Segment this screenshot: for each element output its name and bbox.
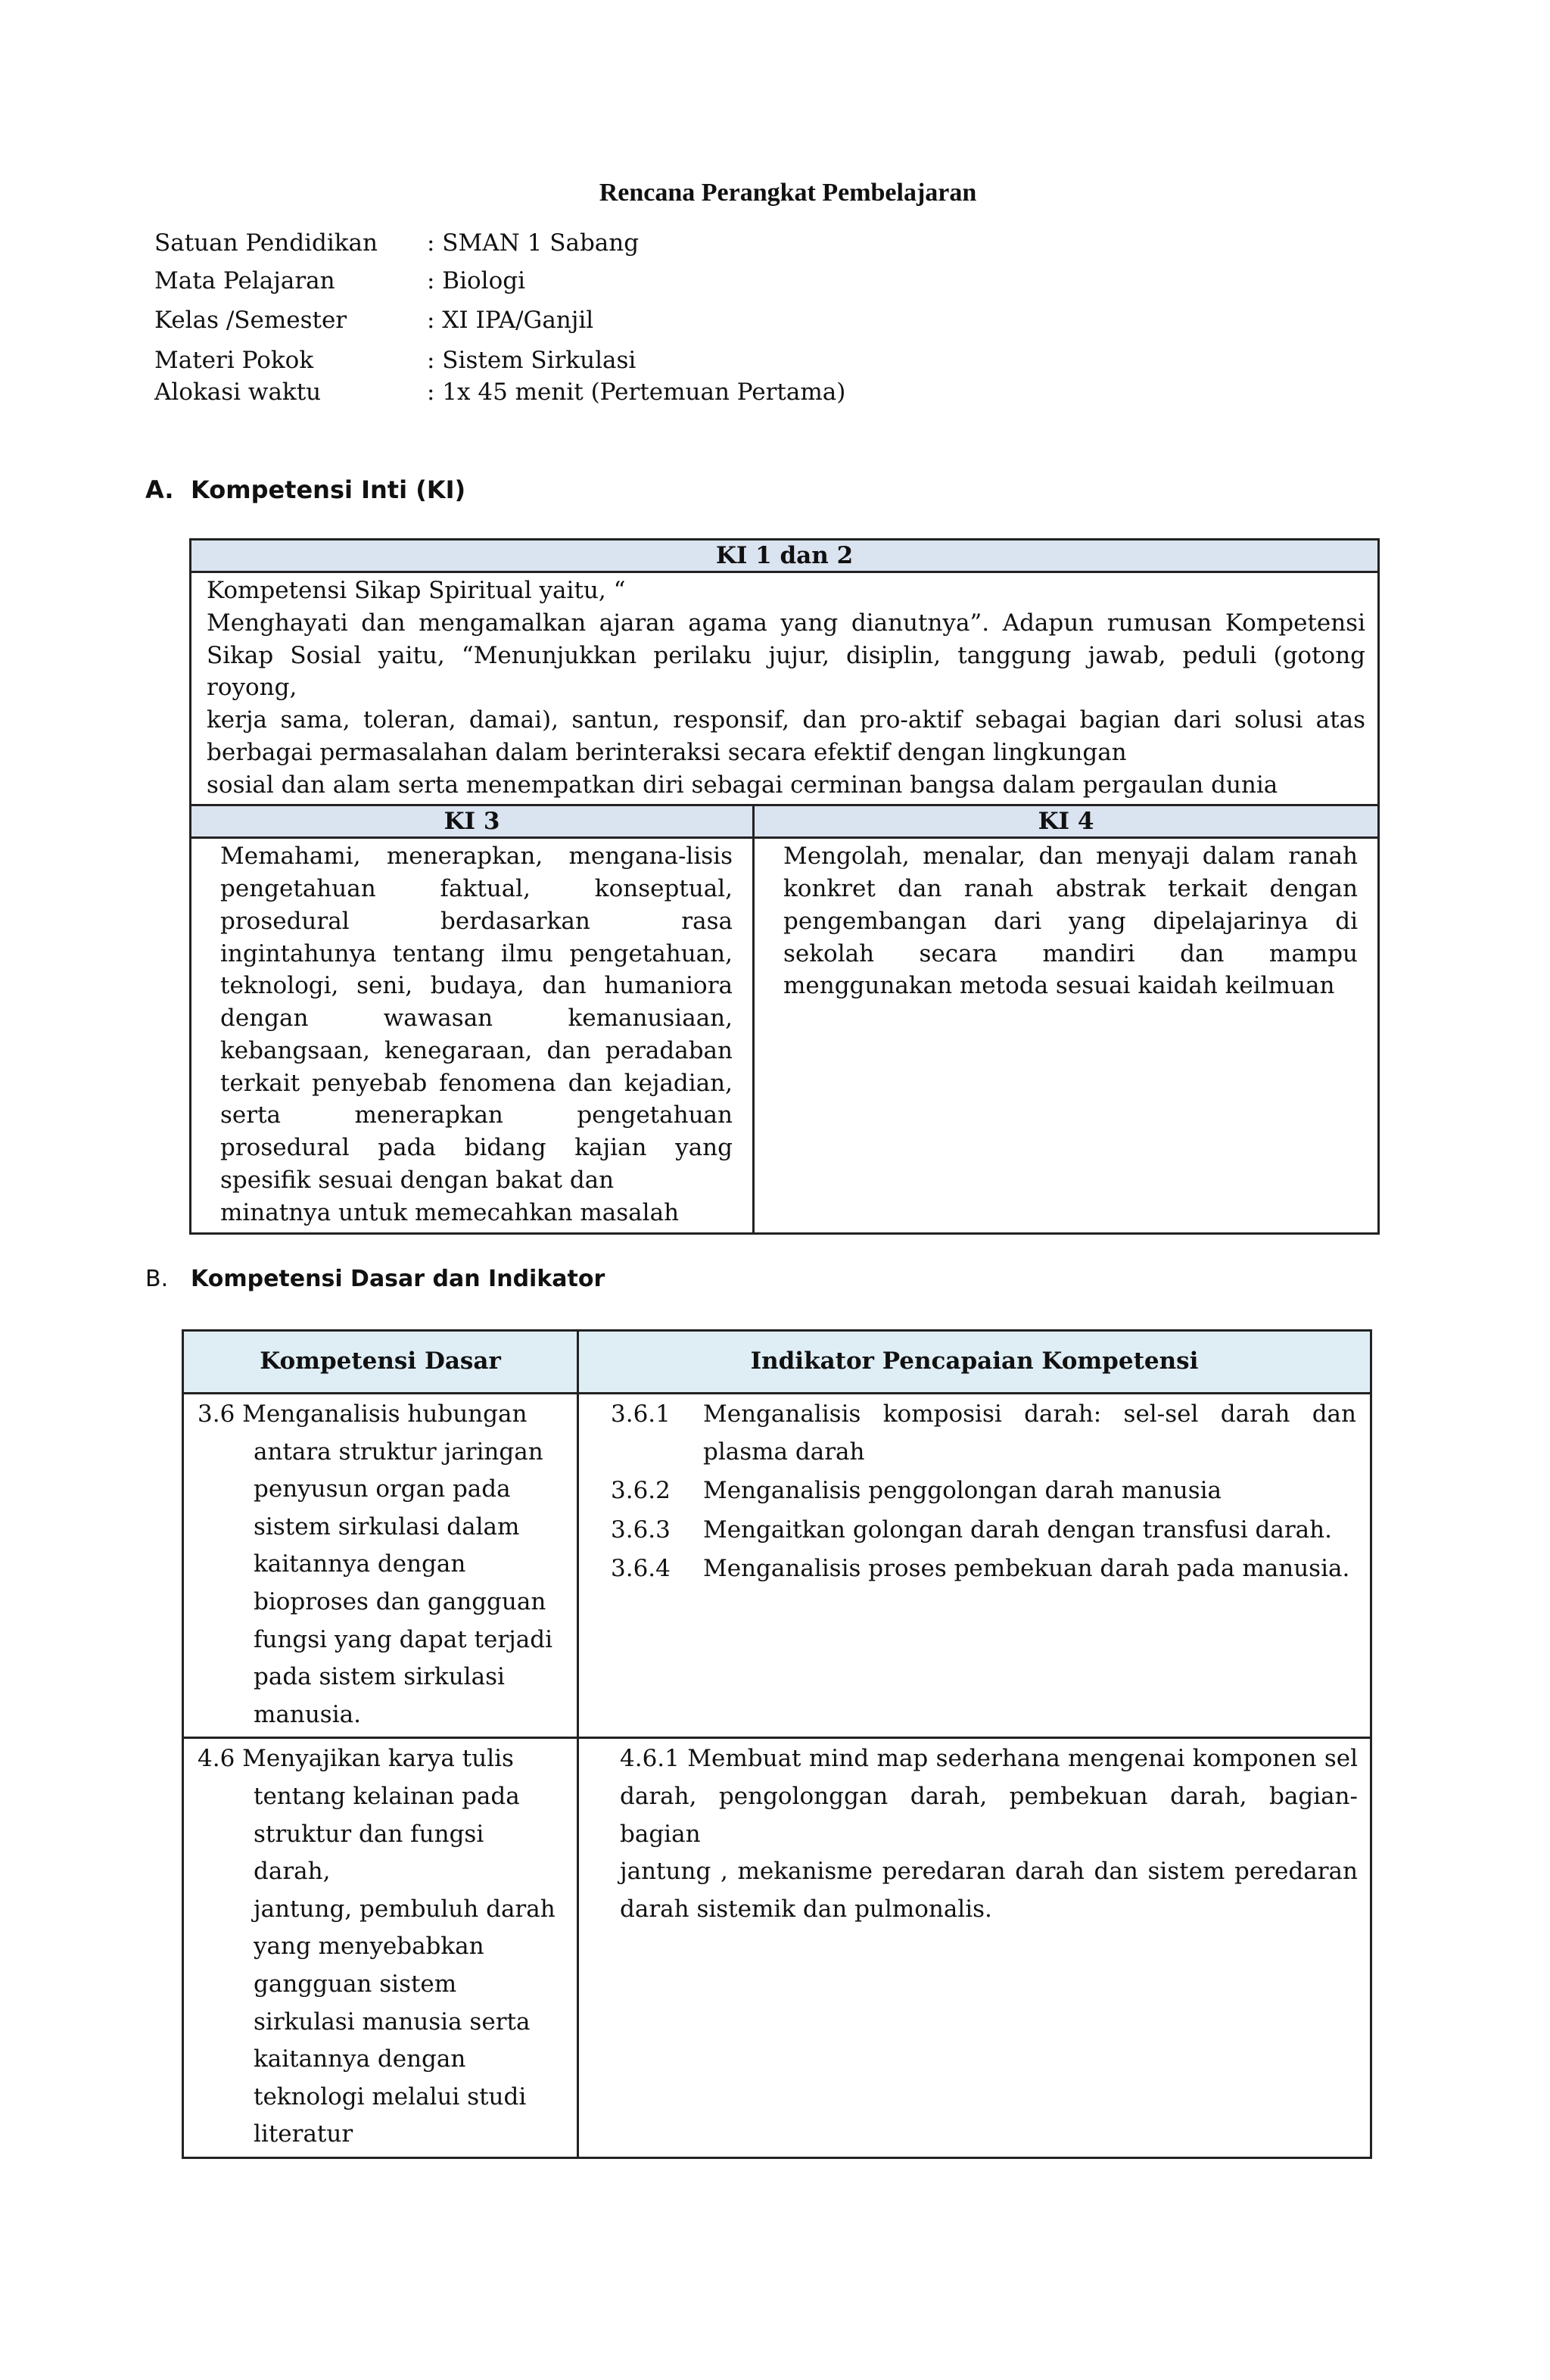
ki4-line: konkret dan ranah abstrak terkait dengan <box>783 875 1359 903</box>
indicator-item <box>579 1472 1359 1510</box>
kd-line: struktur dan fungsi darah, <box>254 1820 484 1886</box>
ki4-content <box>754 838 1379 1233</box>
indicator-number: 3.6.3 <box>611 1516 671 1544</box>
ki12-content <box>191 572 1379 805</box>
ki4-line: pengembangan dari yang dipelajarinya di <box>783 907 1359 935</box>
ki12-line: berbagai permasalahan dalam berinteraksi secara efektif dengan lingkungan <box>207 738 1127 766</box>
kd-line: jantung, pembuluh darah <box>254 1895 556 1923</box>
section-title: Kompetensi Inti (KI) <box>191 475 466 504</box>
meta-label: Kelas /Semester <box>154 307 347 334</box>
indicator-line: darah, pengolonggan darah, pembekuan darah, bagian-bagian <box>620 1782 1358 1848</box>
kd-number: 4.6 <box>198 1745 235 1773</box>
ki3-line: prosedural berdasarkan rasa <box>220 907 733 935</box>
meta-kelas-semester <box>154 307 987 340</box>
ki3-line: pengetahuan faktual, konseptual, <box>220 875 733 903</box>
kd-3-6 <box>183 1394 578 1738</box>
ki4-line: sekolah secara mandiri dan mampu <box>783 939 1359 967</box>
meta-label: Alokasi waktu <box>154 378 322 406</box>
kd-line: literatur <box>254 2120 353 2148</box>
kd-line: tentang kelainan pada <box>254 1782 520 1810</box>
ki3-line: minatnya untuk memecahkan masalah <box>220 1198 680 1226</box>
ki3-line: Memahami, menerapkan, mengana-lisis <box>220 843 733 871</box>
ki3-line: ingintahunya tentang ilmu pengetahuan, <box>220 939 733 967</box>
meta-label: Materi Pokok <box>154 347 314 374</box>
meta-value: : 1x 45 menit (Pertemuan Pertama) <box>427 378 846 406</box>
kd-line: sistem sirkulasi dalam <box>254 1512 520 1540</box>
meta-value: : Biologi <box>427 267 525 294</box>
document-title: Rencana Perangkat Pembelajaran <box>599 179 977 207</box>
kd-line: fungsi yang dapat terjadi <box>254 1625 553 1653</box>
kd-line: yang menyebabkan <box>254 1933 484 1961</box>
indicator-text: Menganalisis komposisi darah: sel-sel darah dan plasma darah <box>703 1400 1356 1466</box>
ki3-line: spesifik sesuai dengan bakat dan <box>220 1167 615 1195</box>
kompetensi-dasar-table <box>182 1329 1372 2159</box>
indicator-item <box>579 1396 1359 1471</box>
meta-alokasi-waktu <box>154 378 987 412</box>
meta-label: Mata Pelajaran <box>154 267 335 294</box>
kd-line: kaitannya dengan <box>254 1550 466 1578</box>
ki4-line: Mengolah, menalar, dan menyaji dalam ranah <box>783 843 1359 871</box>
ki4-header: KI 4 <box>754 805 1379 838</box>
ki12-line: Sikap Sosial yaitu, “Menunjukkan perilaku jujur, disiplin, tanggung jawab, peduli (gotong royong, <box>207 641 1366 702</box>
ki4-line: menggunakan metoda sesuai kaidah keilmuan <box>783 972 1335 1000</box>
indicators-4-6 <box>578 1738 1371 2158</box>
ki3-header: KI 3 <box>191 805 754 838</box>
section-b-heading <box>145 1266 826 1296</box>
kd-line: Menyajikan karya tulis <box>242 1745 514 1773</box>
kd-line: manusia. <box>254 1700 361 1728</box>
kd-line: antara struktur jaringan <box>254 1438 543 1466</box>
ki12-line: Menghayati dan mengamalkan ajaran agama yang dianutnya”. Adapun rumusan Kompetensi <box>207 609 1366 637</box>
ki3-content <box>191 838 754 1233</box>
indicator-number: 3.6.4 <box>611 1555 671 1583</box>
kd-4-6 <box>183 1738 578 2158</box>
indicator-number: 3.6.2 <box>611 1477 671 1505</box>
meta-value: : XI IPA/Ganjil <box>427 307 594 334</box>
kompetensi-inti-table <box>189 538 1380 1235</box>
indicator-line: 4.6.1 Membuat mind map sederhana mengenai komponen sel <box>620 1745 1358 1773</box>
kd-line: Menganalisis hubungan <box>242 1400 528 1428</box>
kd-line: gangguan sistem <box>254 1970 457 1998</box>
meta-mata-pelajaran <box>154 267 987 301</box>
section-number: B. <box>145 1266 169 1292</box>
meta-materi-pokok <box>154 347 987 380</box>
ki12-header: KI 1 dan 2 <box>191 540 1379 572</box>
indicator-line: jantung , mekanisme peredaran darah dan sistem peredaran <box>620 1858 1358 1886</box>
kd-line: bioproses dan gangguan <box>254 1587 546 1615</box>
kd-column-header: Kompetensi Dasar <box>183 1331 578 1394</box>
kd-number: 3.6 <box>198 1400 235 1428</box>
ki12-line: kerja sama, toleran, damai), santun, responsif, dan pro-aktif sebagai bagian dari solusi atas <box>207 706 1366 734</box>
meta-value: : Sistem Sirkulasi <box>427 347 636 374</box>
section-title: Kompetensi Dasar dan Indikator <box>191 1266 605 1292</box>
kd-line: pada sistem sirkulasi <box>254 1663 505 1691</box>
section-number: A. <box>145 475 174 504</box>
ki3-line: teknologi, seni, budaya, dan humaniora <box>220 972 733 1000</box>
indicator-line: darah sistemik dan pulmonalis. <box>620 1895 992 1923</box>
indicator-number: 3.6.1 <box>611 1400 671 1428</box>
ki3-line: dengan wawasan kemanusiaan, <box>220 1005 733 1033</box>
indicator-text: Mengaitkan golongan darah dengan transfusi darah. <box>703 1516 1332 1544</box>
meta-satuan-pendidikan <box>154 229 987 263</box>
indicators-3-6 <box>578 1394 1371 1738</box>
indicator-column-header: Indikator Pencapaian Kompetensi <box>578 1331 1371 1394</box>
meta-label: Satuan Pendidikan <box>154 229 378 257</box>
indicator-text: Menganalisis penggolongan darah manusia <box>703 1477 1222 1505</box>
indicator-item <box>579 1550 1359 1588</box>
ki3-line: kebangsaan, kenegaraan, dan peradaban <box>220 1036 733 1064</box>
ki12-line: Kompetensi Sikap Spiritual yaitu, “ <box>207 577 626 604</box>
indicator-item <box>579 1512 1359 1550</box>
ki12-line: sosial dan alam serta menempatkan diri sebagai cerminan bangsa dalam pergaulan dunia <box>207 771 1278 799</box>
meta-value: : SMAN 1 Sabang <box>427 229 640 257</box>
indicator-text: Menganalisis proses pembekuan darah pada manusia. <box>703 1555 1350 1583</box>
ki3-line: prosedural pada bidang kajian yang <box>220 1134 733 1162</box>
ki3-line: serta menerapkan pengetahuan <box>220 1101 733 1129</box>
kd-line: penyusun organ pada <box>254 1475 511 1503</box>
kd-line: sirkulasi manusia serta <box>254 2008 531 2036</box>
kd-line: teknologi melalui studi <box>254 2082 527 2111</box>
kd-line: kaitannya dengan <box>254 2045 466 2073</box>
ki3-line: terkait penyebab fenomena dan kejadian, <box>220 1069 733 1097</box>
